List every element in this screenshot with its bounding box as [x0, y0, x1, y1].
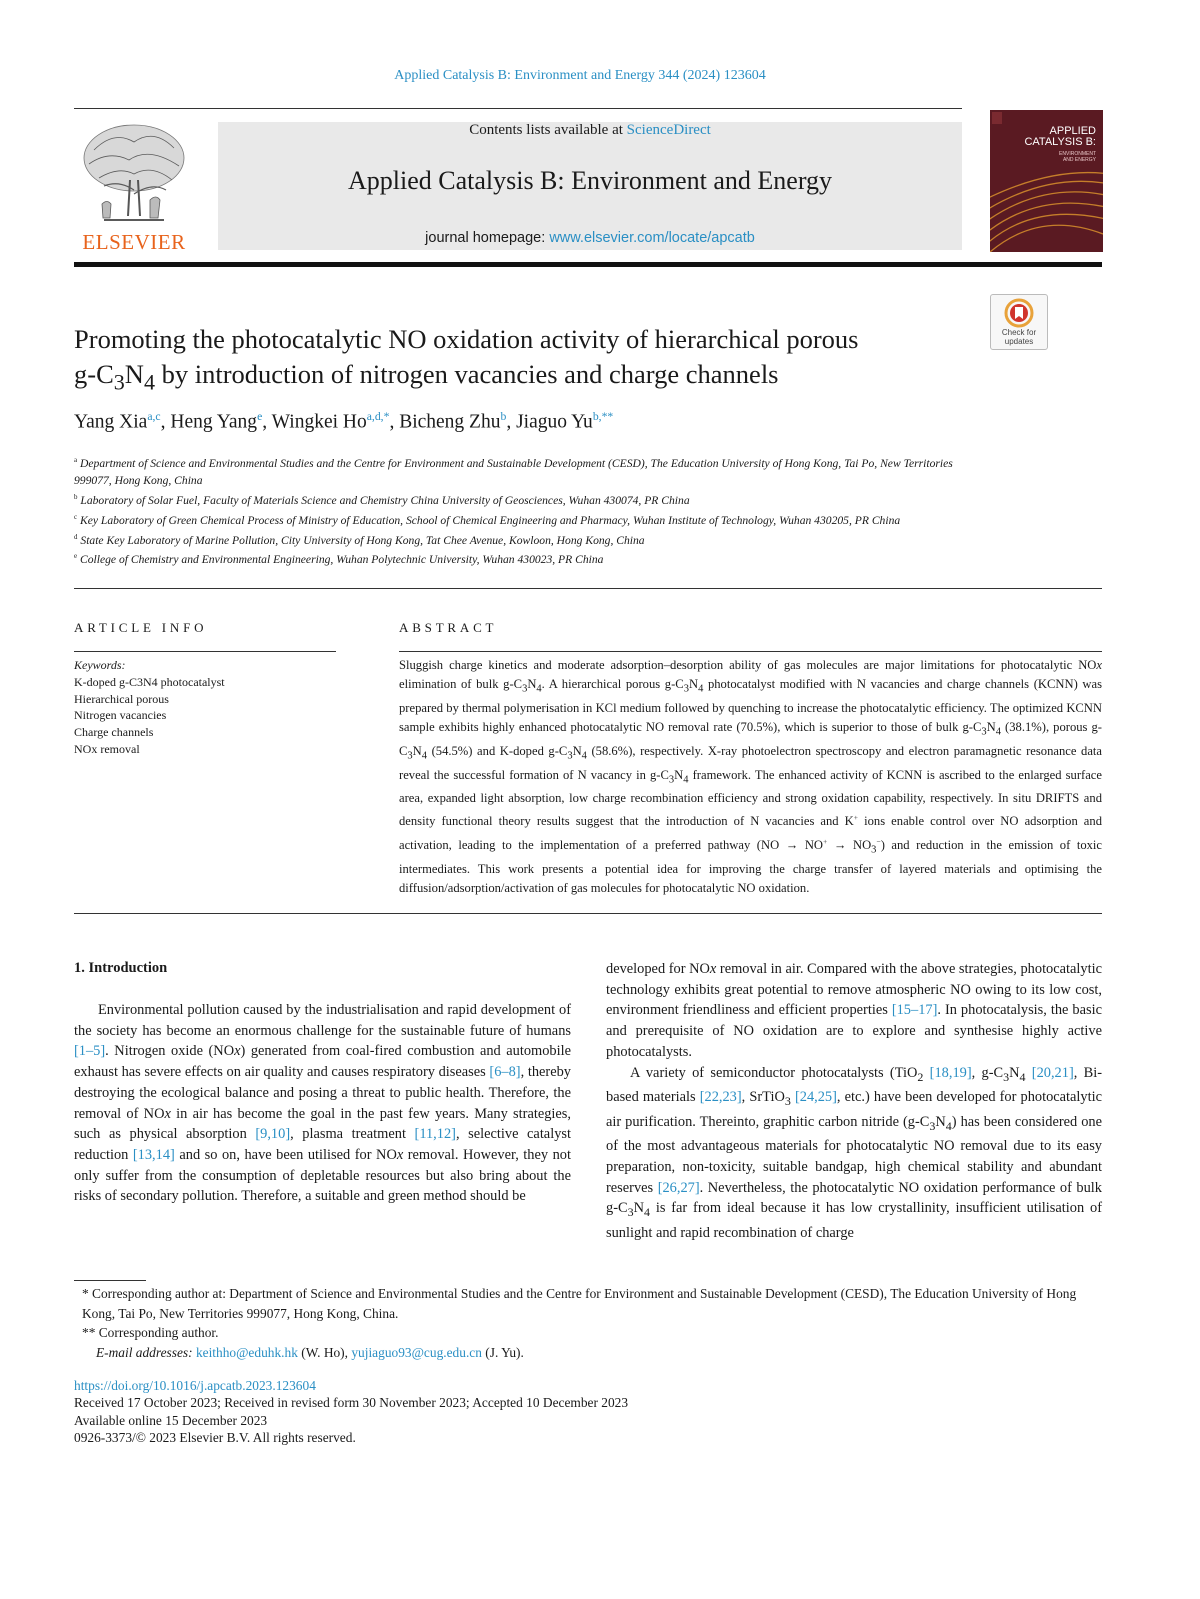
- author-name[interactable]: Wingkei Ho: [271, 411, 367, 433]
- body-text: removal in air. Compared with the above strategies, photocatalytic technology exhibits great potential to remove atmospheric NO owing to its low cost, environment friendliness and efficient properties: [606, 961, 1102, 1019]
- author-separator: ,: [389, 411, 400, 433]
- body-text: , plasma treatment: [290, 1126, 415, 1143]
- abstract-text: . A hierarchical porous g-C: [541, 677, 684, 692]
- cover-subtitle-line2: AND ENERGY: [1062, 157, 1096, 163]
- cover-title-line2: CATALYSIS B:: [1024, 136, 1096, 148]
- footnotes: [74, 1284, 1102, 1362]
- check-for-updates-button[interactable]: [990, 294, 1048, 350]
- introduction-heading: 1. Introduction: [74, 960, 168, 976]
- journal-homepage-link[interactable]: www.elsevier.com/locate/apcatb: [549, 230, 755, 246]
- affiliation-text: State Key Laboratory of Marine Pollution, City University of Hong Kong, Tat Chee Avenue, Kowloon, Hong Kong, China: [80, 533, 645, 547]
- title-line2: [74, 357, 974, 399]
- affiliation-key: e: [74, 552, 78, 561]
- journal-masthead: [218, 122, 962, 250]
- author-affiliation-ref[interactable]: a,c: [147, 410, 161, 423]
- author-separator: ,: [262, 411, 272, 433]
- abstract-divider: [399, 651, 1102, 652]
- journal-cover-image[interactable]: [990, 110, 1103, 252]
- homepage-line: [218, 230, 962, 246]
- body-text: , Bi-based materials: [606, 1064, 1103, 1106]
- abstract-bottom-divider: [74, 913, 1102, 914]
- author-name[interactable]: Bicheng Zhu: [399, 411, 501, 433]
- footnote-text: Corresponding author.: [95, 1325, 219, 1341]
- keywords-label: Keywords:: [74, 658, 126, 672]
- abstract-text: Sluggish charge kinetics and moderate adsorption–desorption ability of gas molecules are major limitations for photocatalytic NO: [399, 658, 1097, 672]
- citation-link[interactable]: [6–8]: [489, 1064, 521, 1081]
- check-updates-icon: [1004, 298, 1034, 328]
- citation-link[interactable]: [22,23]: [699, 1089, 742, 1106]
- body-text: , g-C: [971, 1064, 1004, 1081]
- abstract-text: → NO: [827, 838, 872, 853]
- title-subscript: 4: [143, 369, 155, 395]
- affiliation-key: b: [74, 492, 78, 501]
- citation-link[interactable]: [1–5]: [74, 1043, 106, 1060]
- body-text: , selective catalyst reduction: [74, 1126, 571, 1163]
- citation-link[interactable]: [9,10]: [255, 1126, 291, 1143]
- available-online: Available online 15 December 2023: [74, 1412, 268, 1428]
- intro-right-column: [606, 959, 1102, 1244]
- keyword-item: NOx removal: [74, 741, 140, 756]
- affiliations: [74, 452, 964, 568]
- intro-paragraph: A variety of semiconductor photocatalysts (TiO$_2$ [18,19], $g-C_3N_4$ [20,21], Bi-based materials [22,23], SrTiO$_3$ [24,25], etc.) have been developed for photocatalytic air purification. Thereinto, graphitic carbon nitride $(g-C_3N_4)$ has been considered one of the most advantageous materials for photocatalytic NO removal due to its easy preparation, non-toxicity, suitable bandgap, high chemical stability and abundant reserves [26,27]. Nevertheless, the photocatalytic NO oxidation performance of bulk $g-C_3N_4$ is far from ideal because it has low crystallinity, insufficient utilisation of sunlight and rapid recombination of charge: [606, 1064, 1103, 1241]
- citation-link[interactable]: [20,21]: [1031, 1064, 1074, 1081]
- keyword-item: Nitrogen vacancies: [74, 708, 167, 723]
- author-name[interactable]: Jiaguo Yu: [516, 411, 593, 433]
- abstract-body: Sluggish charge kinetics and moderate adsorption–desorption ability of gas molecules are major limitations for photocatalytic NOx elimination of bulk $g-C_3N_4$. A hierarchical porous $g-C_3N_4$ photocatalyst modified with N vacancies and charge channels (KCNN) was prepared by thermal polymerisation in KCl medium followed by quenching to increase the photocatalytic efficiency. The optimized KCNN sample exhibits highly enhanced photocatalytic NO removal rate (70.5%), which is superior to those of bulk $g-C_3N_4$ (38.1%), porous $g-C_3N_4$ (54.5%) and K-doped $g-C_3N_4$ (58.6%), respectively. X-ray photoelectron spectroscopy and electron paramagnetic resonance data reveal the successful formation of N vacancy in $g-C_3N_4$ framework. The enhanced activity of KCNN is ascribed to the enlarged surface area, expanded light absorption, low charge recombination efficiency and strong oxidation capability, respectively. In situ DRIFTS and density functional theory results suggest that the introduction of N vacancies and K+ ions enable control over NO adsorption and activation, leading to the implementation of a preferred pathway $(NO \to NO^+ \to NO_3^-)$ and reduction in the emission of toxic intermediates. This work presents a potential idea for improving the charge transfer of layered materials and optimising the diffusion/adsorption/activation of gas molecules for photocatalytic NO oxidation.: [399, 658, 1103, 895]
- body-text: is far from ideal because it has low crystallinity, insufficient utilisation of sunlight and rapid recombination of charge: [606, 1200, 1102, 1241]
- abstract-text: photocatalyst modified with N vacancies and charge channels (KCNN) was prepared by thermal polymerisation in KCl medium followed by quenching to increase the photocatalytic efficiency. The optimized KCNN sample exhibits highly enhanced photocatalytic NO removal rate (70.5%), which is superior to those of bulk g-C: [399, 677, 1103, 735]
- body-text: , thereby destroying the ecological balance and posing a threat to public health. Therefore, the removal of NO: [74, 1064, 571, 1122]
- body-text: developed for NO: [606, 961, 710, 977]
- body-text: removal. However, they not only suffer from the consumption of depletable resources but also bring about the risks of secondary pollution. Therefore, a suitable and green method should be: [74, 1146, 571, 1205]
- title-text: N: [124, 359, 144, 389]
- email-owner: (W. Ho),: [297, 1344, 352, 1360]
- body-text: , SrTiO: [741, 1089, 785, 1106]
- author-separator: ,: [506, 411, 517, 433]
- author-list: [74, 410, 974, 434]
- top-divider: [74, 108, 962, 109]
- author-affiliation-ref[interactable]: a,d,*: [366, 410, 390, 423]
- body-text: in air has become the goal in the past few years. Many strategies, such as physical absorption: [74, 1105, 571, 1143]
- doi-link[interactable]: https://doi.org/10.1016/j.apcatb.2023.123604: [74, 1378, 316, 1393]
- article-title: [74, 322, 974, 399]
- intro-paragraph: developed for NOx removal in air. Compared with the above strategies, photocatalytic technology exhibits great potential to remove atmospheric NO owing to its low cost, environment friendliness and efficient properties [15–17]. In photocatalysis, the basic and prerequisite of NO oxidation are to explore and synthesise highly active photocatalysts.: [606, 961, 1102, 1060]
- email-label: E-mail addresses:: [96, 1344, 193, 1360]
- body-text: ) has been considered one of the most advantageous materials for photocatalytic NO removal due to its easy preparation, non-toxicity, suitable bandgap, high chemical stability and abundant reserves: [606, 1113, 1102, 1196]
- body-text: ) generated from coal-fired combustion and automobile exhaust has severe effects on air quality and causes respiratory diseases: [74, 1043, 571, 1081]
- check-updates-line2: updates: [1004, 337, 1034, 346]
- affiliation-text: College of Chemistry and Environmental Engineering, Wuhan Polytechnic University, Wuhan 430023, PR China: [80, 553, 604, 567]
- citation-link[interactable]: [26,27]: [657, 1179, 700, 1196]
- author-affiliation-ref[interactable]: b: [500, 410, 507, 423]
- intro-paragraph: Environmental pollution caused by the industrialisation and rapid development of the society has become an enormous challenge for the sustainable future of humans [1–5]. Nitrogen oxide (NOx) generated from coal-fired combustion and automobile exhaust has severe effects on air quality and causes respiratory diseases [6–8], thereby destroying the ecological balance and posing a threat to public health. Therefore, the removal of NOx in air has become the goal in the past few years. Many strategies, such as physical absorption [9,10], plasma treatment [11,12], selective catalyst reduction [13,14] and so on, have been utilised for NOx removal. However, they not only suffer from the consumption of depletable resources but also bring about the risks of secondary pollution. Therefore, a suitable and green method should be: [74, 1002, 571, 1205]
- abstract-text: (38.1%), porous g-C: [399, 720, 1102, 758]
- affiliation-key: d: [74, 532, 78, 541]
- body-text: A variety of semiconductor photocatalysts (TiO: [630, 1064, 918, 1081]
- footnote-corresponding-2: [74, 1323, 1102, 1343]
- affiliation-item: [74, 489, 964, 509]
- cover-subtitle-line1: ENVIRONMENT: [1059, 151, 1096, 157]
- keyword-item: K-doped g-C3N4 photocatalyst: [74, 674, 225, 689]
- body-text: . Nevertheless, the photocatalytic NO oxidation performance of bulk g-C: [606, 1179, 1102, 1217]
- elsevier-wordmark: ELSEVIER: [82, 230, 186, 254]
- abstract-text: (54.5%) and K-doped g-C: [427, 743, 568, 758]
- section-divider: [74, 588, 1102, 589]
- affiliation-item: [74, 452, 964, 489]
- title-text: g-C: [74, 359, 114, 389]
- affiliation-item: [74, 509, 964, 529]
- email-link[interactable]: yujiaguo93@cug.edu.cn: [351, 1344, 482, 1360]
- keyword-item: Charge channels: [74, 725, 154, 740]
- keyword-item: Hierarchical porous: [74, 691, 169, 706]
- title-subscript: 3: [113, 369, 125, 395]
- footnote-mark: *: [82, 1286, 89, 1301]
- citation-link[interactable]: [11,12]: [414, 1126, 456, 1143]
- abstract-text: elimination of bulk g-C: [399, 677, 523, 692]
- elsevier-tree-icon: [74, 120, 194, 228]
- author-affiliation-ref[interactable]: e: [257, 410, 263, 423]
- author-separator: ,: [160, 411, 171, 433]
- footnote-mark: **: [82, 1325, 96, 1341]
- title-line1: Promoting the photocatalytic NO oxidation activity of hierarchical porous: [74, 324, 859, 354]
- contents-line: [218, 122, 962, 139]
- body-text: , etc.) have been developed for photocatalytic air purification. Thereinto, graphitic carbon nitride (g-C: [606, 1089, 1103, 1130]
- cover-title-line1: APPLIED: [1049, 125, 1096, 137]
- article-info-heading: ARTICLE INFO: [74, 620, 208, 635]
- abstract-text: (58.6%), respectively. X-ray photoelectron spectroscopy and electron paramagnetic resonance data reveal the successful formation of N vacancy in g-C: [399, 743, 1102, 782]
- affiliation-text: Laboratory of Solar Fuel, Faculty of Materials Science and Chemistry China University of Geosciences, Wuhan 430074, PR China: [80, 493, 690, 507]
- cover-title: [996, 126, 1096, 148]
- keywords-block: [74, 657, 336, 758]
- affiliation-key: a: [74, 456, 78, 464]
- publication-info: [74, 1377, 974, 1447]
- article-info-divider: [74, 651, 336, 652]
- body-text: . In photocatalysis, the basic and prerequisite of NO oxidation are to explore and synthesise highly active photocatalysts.: [606, 1002, 1102, 1060]
- email-owner: (J. Yu).: [481, 1344, 524, 1360]
- footnote-emails: [74, 1343, 1102, 1363]
- elsevier-logo[interactable]: [74, 120, 194, 252]
- contents-prefix: Contents lists available at: [469, 122, 627, 138]
- affiliation-item: [74, 548, 964, 568]
- author-name[interactable]: Heng Yang: [170, 411, 258, 433]
- affiliation-key: c: [74, 512, 78, 521]
- citation-link[interactable]: [24,25]: [794, 1089, 837, 1106]
- received-dates: Received 17 October 2023; Received in revised form 30 November 2023; Accepted 10 December 2023: [74, 1395, 629, 1411]
- cover-subtitle: [1059, 151, 1096, 163]
- citation-link[interactable]: [15–17]: [891, 1002, 938, 1019]
- email-link[interactable]: keithho@eduhk.hk: [195, 1344, 298, 1360]
- sciencedirect-link[interactable]: ScienceDirect: [626, 122, 711, 138]
- footnote-divider: [74, 1280, 146, 1281]
- header-thick-divider: [74, 262, 1102, 267]
- journal-citation[interactable]: Applied Catalysis B: Environment and Energy 344 (2024) 123604: [394, 68, 766, 83]
- citation-link[interactable]: [13,14]: [132, 1146, 175, 1163]
- abstract-text: ) and reduction in the emission of toxic intermediates. This work presents a potential idea for improving the charge transfer of layered materials and optimising the diffusion/adsorption/activation of gas molecules for photocatalytic NO oxidation.: [399, 838, 1103, 895]
- journal-name: Applied Catalysis B: Environment and Energy: [347, 166, 833, 195]
- author-affiliation-ref[interactable]: b,**: [592, 410, 614, 423]
- intro-left-column: [74, 1000, 571, 1207]
- title-text: by introduction of nitrogen vacancies and charge channels: [154, 359, 779, 389]
- footnote-text: Corresponding author at: Department of Science and Environmental Studies and the Centre for Environment and Sustainable Development (CESD), The Education University of Hong Kong, Tai Po, New Territories 999077, Hong Kong, China.: [82, 1286, 1077, 1321]
- body-text: . Nitrogen oxide (NO: [105, 1043, 235, 1060]
- author-name[interactable]: Yang Xia: [74, 411, 148, 433]
- affiliation-text: Key Laboratory of Green Chemical Process of Ministry of Education, School of Chemical Engineering and Pharmacy, Wuhan Institute of Technology, Wuhan 430205, PR China: [80, 513, 901, 527]
- footnote-corresponding: [74, 1284, 1102, 1323]
- affiliation-text: Department of Science and Environmental Studies and the Centre for Environment and Sustainable Development (CESD), The Education University of Hong Kong, Tai Po, New Territories 999077, Hong Kong, China: [74, 456, 953, 487]
- body-text: and so on, have been utilised for NO: [174, 1146, 397, 1163]
- check-updates-line1: Check for: [1001, 328, 1037, 337]
- copyright: 0926-3373/© 2023 Elsevier B.V. All rights reserved.: [74, 1430, 356, 1446]
- abstract-heading: ABSTRACT: [399, 620, 498, 635]
- abstract-text: ions enable control over NO adsorption and activation, leading to the implementation of a preferred pathway (NO → NO: [399, 814, 1102, 853]
- abstract-text: framework. The enhanced activity of KCNN is ascribed to the enlarged surface area, expanded light absorption, low charge recombination efficiency and strong oxidation capability, respectively. In situ DRIFTS and density functional theory results suggest that the introduction of N vacancies and K: [399, 767, 1102, 829]
- homepage-prefix: journal homepage:: [425, 230, 550, 246]
- body-text: Environmental pollution caused by the industrialisation and rapid development of the society has become an enormous challenge for the sustainable future of humans: [74, 1002, 571, 1039]
- citation-link[interactable]: [18,19]: [929, 1064, 972, 1081]
- affiliation-item: [74, 529, 964, 549]
